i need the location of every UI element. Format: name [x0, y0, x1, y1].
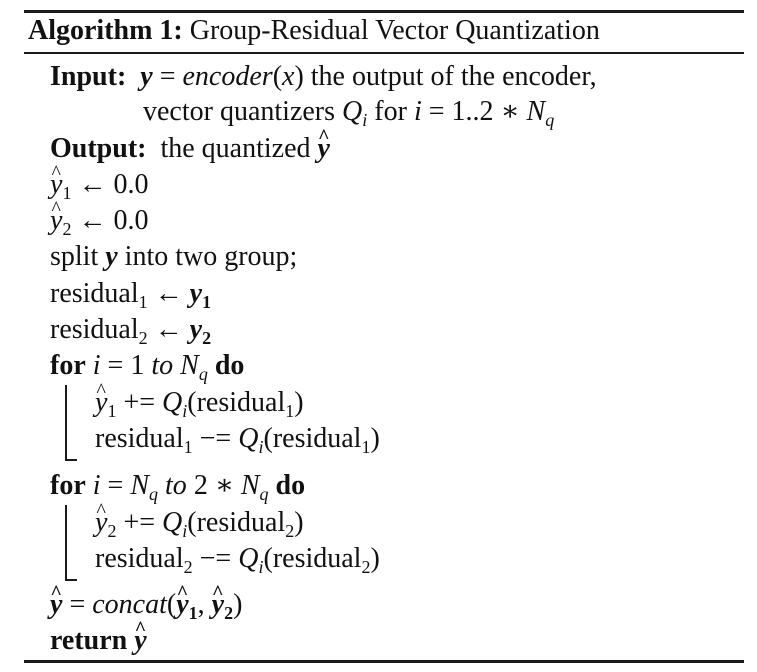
residual1-init: residual$_1$ ← $y_1$ — [50, 278, 212, 312]
output-desc: the quantized — [160, 133, 311, 164]
bottom-rule — [24, 660, 744, 663]
algorithm-caption — [28, 13, 600, 49]
input-keyword: Input: — [50, 61, 127, 92]
init-y2: y $\^{}_2$ ← 0.0 — [50, 204, 148, 238]
caption-rule — [24, 52, 744, 54]
init-y1: y $\^{}_1$ ← 0.0 — [50, 168, 148, 202]
output-line: Output: the quantized y ^ — [50, 132, 330, 166]
input-desc: the output of the encoder, — [310, 61, 597, 92]
input-desc-2a: vector quantizers — [143, 96, 336, 127]
split-line: split y into two group; — [50, 241, 298, 272]
input-line-2: vector quantizers $Q_i$ for i = 1..2 ∗ $N_q$ — [143, 96, 555, 130]
loop-2-update-y2: y $\^{}_2$ += $Q_i(residual_2)$ — [95, 506, 304, 540]
loop-1-update-y1: y $\^{}_1$ += $Q_i(residual_1)$ — [95, 386, 304, 420]
input-line-1: Input: y = encoder(x) the output of the encoder, — [50, 61, 597, 92]
loop-1-update-residual1: residual$_1$ −= $Q_i(residual_1)$ — [95, 423, 380, 457]
output-keyword: Output: — [50, 133, 147, 164]
concat-line: y ^ = concat(y $\^{}_1$, y $\^{}_2$) — [50, 588, 242, 622]
for-loop-1: for i = 1 to $N_q$ do — [50, 350, 245, 384]
loop-2-bracket — [65, 505, 77, 581]
for-loop-2: for $i = N_q$ to 2 ∗ $N_q$ do — [50, 470, 306, 504]
input-desc-2b: for — [374, 96, 407, 127]
var-y: y — [140, 61, 153, 92]
loop-2-update-residual2: residual$_2$ −= $Q_i(residual_2)$ — [95, 543, 380, 577]
return-line: return y ^ — [50, 624, 147, 658]
loop-1-bracket — [65, 385, 77, 461]
algorithm-name: Group-Residual Vector Quantization — [189, 15, 600, 46]
encoder-fn: encoder — [182, 61, 273, 92]
residual2-init: residual$_2$ ← $y_2$ — [50, 314, 212, 348]
algorithm-label: Algorithm 1: — [28, 15, 183, 46]
